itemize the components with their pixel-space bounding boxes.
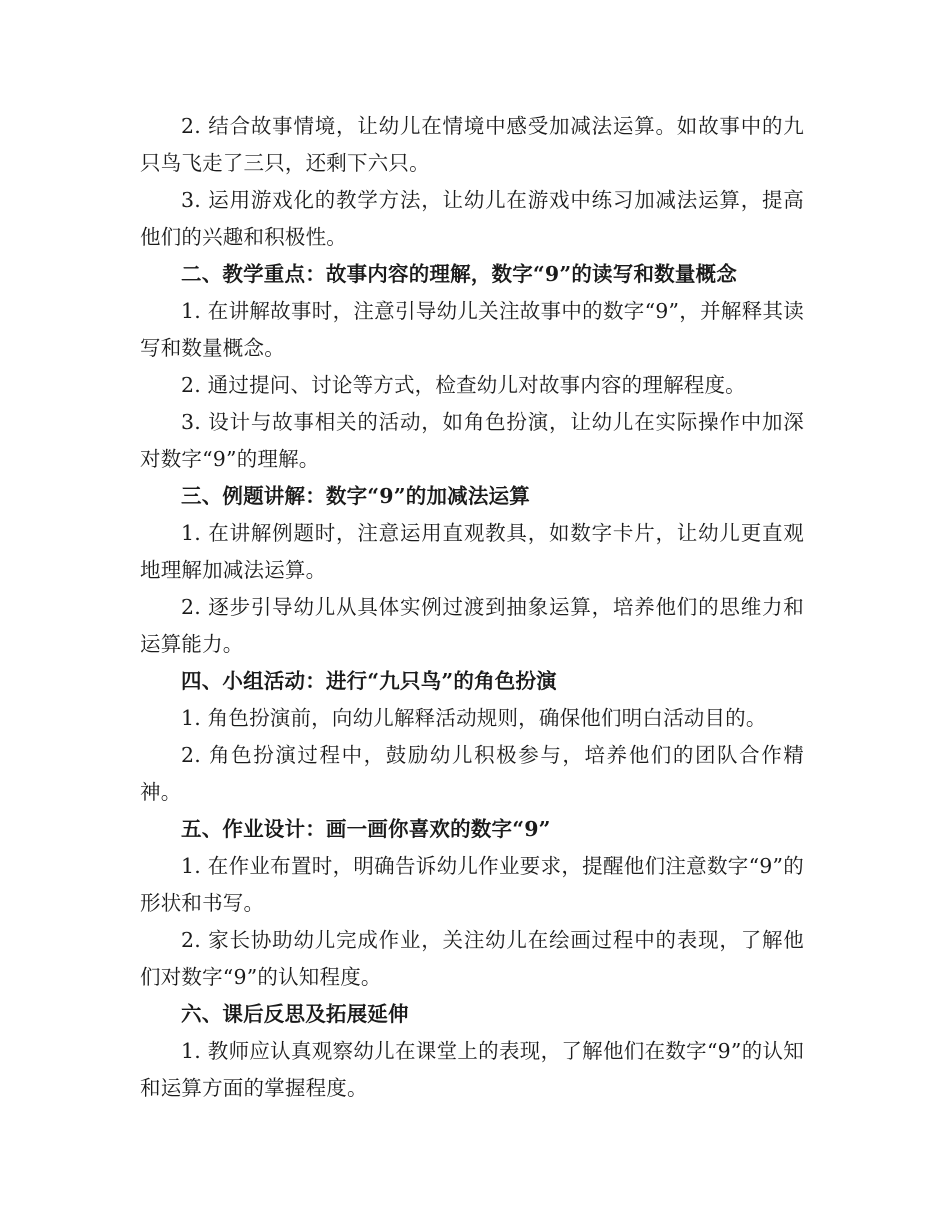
paragraph: 1. 在讲解例题时，注意运用直观教具，如数字卡片，让幼儿更直观地理解加减法运算。: [140, 521, 804, 582]
paragraph: 3. 运用游戏化的教学方法，让幼儿在游戏中练习加减法运算，提高他们的兴趣和积极性。: [140, 188, 804, 249]
paragraph: 1. 在讲解故事时，注意引导幼儿关注故事中的数字“9”，并解释其读写和数量概念。: [140, 299, 804, 360]
paragraph: 3. 设计与故事相关的活动，如角色扮演，让幼儿在实际操作中加深对数字“9”的理解。: [140, 410, 804, 471]
paragraph: 2. 通过提问、讨论等方式，检查幼儿对故事内容的理解程度。: [181, 373, 746, 397]
section-heading: 二、教学重点：故事内容的理解，数字“9”的读写和数量概念: [181, 262, 737, 286]
paragraph: 1. 在作业布置时，明确告诉幼儿作业要求，提醒他们注意数字“9”的形状和书写。: [140, 854, 804, 915]
section-heading: 三、例题讲解：数字“9”的加减法运算: [181, 484, 530, 508]
paragraph: 1. 教师应认真观察幼儿在课堂上的表现，了解他们在数字“9”的认知和运算方面的掌握程度。: [140, 1039, 804, 1100]
paragraph: 2. 结合故事情境，让幼儿在情境中感受加减法运算。如故事中的九只鸟飞走了三只，还剩下六只。: [140, 114, 804, 175]
section-heading: 六、课后反思及拓展延伸: [181, 1002, 409, 1026]
section-heading: 五、作业设计：画一画你喜欢的数字“9”: [181, 817, 551, 841]
paragraph: 2. 家长协助幼儿完成作业，关注幼儿在绘画过程中的表现，了解他们对数字“9”的认知程度。: [140, 928, 804, 989]
section-heading: 四、小组活动：进行“九只鸟”的角色扮演: [181, 669, 557, 693]
paragraph: 2. 逐步引导幼儿从具体实例过渡到抽象运算，培养他们的思维力和运算能力。: [140, 595, 804, 656]
paragraph: 1. 角色扮演前，向幼儿解释活动规则，确保他们明白活动目的。: [181, 706, 767, 730]
paragraph: 2. 角色扮演过程中，鼓励幼儿积极参与，培养他们的团队合作精神。: [140, 743, 804, 804]
document-body: [140, 108, 804, 1107]
